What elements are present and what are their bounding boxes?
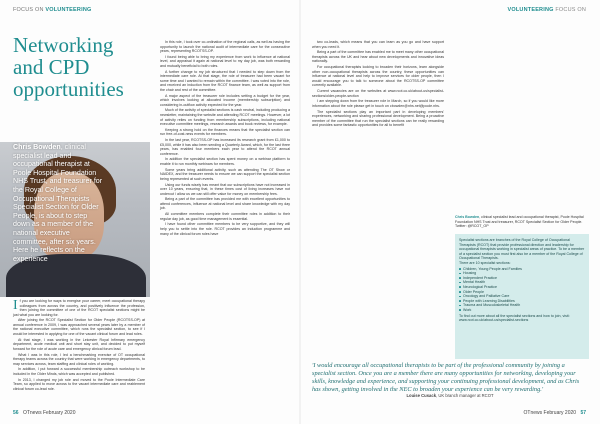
- list-item: Children, Young People and Families: [459, 267, 585, 272]
- standfirst-author: Chris Bowden: [13, 143, 61, 151]
- footer-publication: OTnews February 2020: [523, 410, 577, 416]
- body-paragraph: A further change to my job structured that I needed to step down from the intermediate care role. At that stage, the role of treasurer had been vacant for some time and I wanted to remain within the committee. I was voted into the role, and received an induction from the RCOT finance team, as well as support from the chair and rest of the committee.: [160, 69, 290, 92]
- page-gutter: [299, 0, 301, 424]
- body-paragraph: Keeping a strong hold on the finances means that the specialist section can run free-of-cost-ness events for members.: [160, 127, 290, 137]
- body-paragraph: Current vacancies are on the websites at www.rcot.co.uk/about-us/specialist-sections/older-people-section: [312, 89, 444, 98]
- body-paragraph: Being a part of the committee has enabled me to meet many other occupational therapists across the UK and hear about new developments and innovative ideas nationally.: [312, 50, 444, 64]
- quote-attribution: [312, 393, 588, 398]
- body-paragraph: The specialist sections play an important part in developing members' experiences, networking and sharing professional development. Being a proactive member of the committee that run the specialist sections can be really rewarding and provides some fantastic opportunities for all to benefit: [312, 109, 444, 128]
- body-paragraph: Some years bring additional activity, such as attending The OT Show or NAIDEX, and the treasurer needs to ensure we can support the specialist section being represented at such events.: [160, 167, 290, 181]
- page-number: 56: [13, 410, 19, 416]
- body-column-2: [160, 40, 290, 237]
- body-column-1: [13, 299, 145, 393]
- running-header-right: [508, 7, 586, 13]
- body-paragraph: For occupational therapists looking to broaden their horizons, learn alongside other non-occupational therapists across the country, these opportunities can influence at national level and help to improve services for older people, then I would encourage you to talk to someone about the RCOTSS-OP committee currently available.: [312, 65, 444, 88]
- list-item: Oncology and Palliative Care: [459, 294, 585, 299]
- body-paragraph: If you are looking for ways to energise your career, meet occupational therapy colleagues from across the country, and positively influence the profession, then joining the committee of one of the RCOT specialist sections might be just what you are looking for.: [13, 298, 145, 317]
- body-paragraph: A major aspect of the treasurer role includes setting a budget for the year, which involves looking at allocated income (membership subscription) and considering in-outflow activity expected for the year.: [160, 93, 290, 107]
- body-paragraph: In addition, I put forward a successful membership outreach workshop to be included in the Older Minds, which was accepted and published.: [13, 367, 145, 376]
- drop-cap: I: [13, 298, 18, 313]
- body-paragraph: After joining the RCOT Specialist Section for Older People (RCOTSS-OP) at annual conference in 2009, I was approached several years later by a member of the national executive committee, which runs the specialist section, to see if I would be interested in applying for one of the vacant clinical forum and lead roles.: [13, 318, 145, 337]
- page-number: 57: [580, 410, 586, 416]
- infobox-outro: To find out more about all the specialist sections and how to join, visit: www.rcot.co.uk/about-us/specialist-sections: [459, 313, 570, 323]
- specialist-sections-box: [455, 234, 589, 359]
- pull-quote: 'I would encourage all occupational therapists to be part of the professional community by joining a specialist section. Once you are a member there are many opportunities for networking, developing your skills, knowledge and experience, and supporting your continuing professional development, and as Chris has shown, getting involved in the NEC to broaden your experience can be very rewarding.': [312, 362, 580, 393]
- body-paragraph: I found being able to bring my experience from work to influence at national level, and appraisal it again at national level to my day job, was both rewarding and mutually beneficial to both roles.: [160, 54, 290, 68]
- quote-author: Louise Cusack: [406, 393, 437, 398]
- standfirst: [13, 143, 103, 263]
- list-item: Trauma and Musculoskeletal Health: [459, 303, 585, 308]
- sections-list: [459, 267, 585, 313]
- header-prefix: FOCUS ON: [13, 7, 44, 13]
- header-section: VOLUNTEERING: [507, 7, 554, 13]
- bio-name: Chris Bowden: [455, 215, 480, 219]
- body-paragraph: Using our funds wisely has meant that our subscriptions have not increased in over 10 years, ensuring that, in these times cost of living increases have not undercut / allow us we can still offer value for money on membership fees.: [160, 182, 290, 196]
- body-paragraph: In this role, I took over co-ordination of the regional calls, as well as having the opportunity to launch the national audit of intermediate care for the consecutive years, representing RCOTSS-OP.: [160, 40, 290, 54]
- body-paragraph: In 2013, I changed my job role and moved to the Poole Intermediate Care Team, so applied to move across to the vacant intermediate care and reablement clinical forum co-lead role.: [13, 377, 145, 391]
- body-paragraph: I am stepping down from the treasurer role in March, so if you would like more information about the role please get in touch on cbowden@nhs.net@poole.nhs.: [312, 99, 444, 108]
- bio-text: , clinical specialist lead and occupational therapist, Poole Hospital Foundation NHS Trust and treasurer, RCOT Specialist Section for Older People. Twitter: @RCOT_OP: [455, 215, 584, 229]
- standfirst-text: , clinical specialist lead and occupational therapist at Poole Hospital Foundation NHS Trust, and treasurer for the Royal College of Occupational Therapists Specialist Section for Older People, is about to step down as a member of the national executive committee, after six years. Here he reflects on the experience: [13, 143, 103, 263]
- body-column-3: [312, 40, 444, 129]
- header-suffix: FOCUS ON: [555, 7, 586, 13]
- body-paragraph: Much of the activity of specialist sections is cash neutral, including producing a newsletter, maintaining the website and attending RCOT meetings. However, a lot of activity relies on funding from membership subscriptions, including national executive committee meetings, research awards and book reviews, for example.: [160, 108, 290, 127]
- infobox-list-heading: There are 10 specialist sections:: [459, 260, 511, 265]
- body-paragraph: I have found other committee members to be very supportive, and they will help you to settle into the role. RCOT provides an induction programme and many of the clinical forum roles have: [160, 222, 290, 236]
- list-item: Mental Health: [459, 280, 585, 285]
- body-paragraph: All committee members complete their committee roles in addition to their regular day job, as good time management is essential.: [160, 212, 290, 221]
- infobox-intro: Specialist sections are branches of the Royal College of Occupational Therapists (RCOT) that provide professional direction and leadership for occupational therapists working in specialist areas of practice. To be a member of a specialist section you must first also be a member of the Royal College of Occupational Therapists.: [459, 238, 585, 261]
- list-item: Neurological Practice: [459, 285, 585, 290]
- body-paragraph: two co-leads, which means that you can learn as you go and have support when you need it.: [312, 40, 444, 49]
- body-paragraph: What I was in this role, I led a benchmarking exercise of OT occupational therapy teams across the country that were working in emergency departments, to map services across, team staffing and clinical roles of working.: [13, 352, 145, 366]
- body-paragraph: In the last year, RCOTSS-OP has increased its research grant from £1,000 to £5,000, while it has also been sending a Quarterly Award, which, for the last three years, has enabled four members each year to attend the RCOT annual conference.: [160, 138, 290, 156]
- body-paragraph: In addition the specialist section has spent money on a webinar platform to enable it to run monthly webinars for members.: [160, 157, 290, 166]
- footer-right: [524, 410, 586, 416]
- quote-author-role: , UK branch manager at RCOT: [436, 393, 494, 398]
- body-paragraph: Being a part of the committee has provided me with excellent opportunities to attend conferences, influence at national level and share knowledge with my day job.: [160, 197, 290, 211]
- list-item: Older People: [459, 290, 585, 295]
- list-item: Independent Practice: [459, 276, 585, 281]
- author-bio: [455, 215, 587, 229]
- footer-left: [13, 410, 75, 416]
- running-header-left: [13, 7, 91, 13]
- list-item: Housing: [459, 271, 585, 276]
- header-section: VOLUNTEERING: [45, 7, 92, 13]
- list-item: Work: [459, 308, 585, 313]
- body-paragraph: At that stage, I was working in the Leicester Royal Infirmary emergency department, acute medical unit and short stay unit, and decided to put myself forward for the role of acute care and emergency clinical forum lead.: [13, 337, 145, 351]
- footer-publication: OTnews February 2020: [22, 410, 76, 416]
- article-title: Networking and CPD opportunities: [13, 33, 124, 101]
- list-item: People with Learning Disabilities: [459, 299, 585, 304]
